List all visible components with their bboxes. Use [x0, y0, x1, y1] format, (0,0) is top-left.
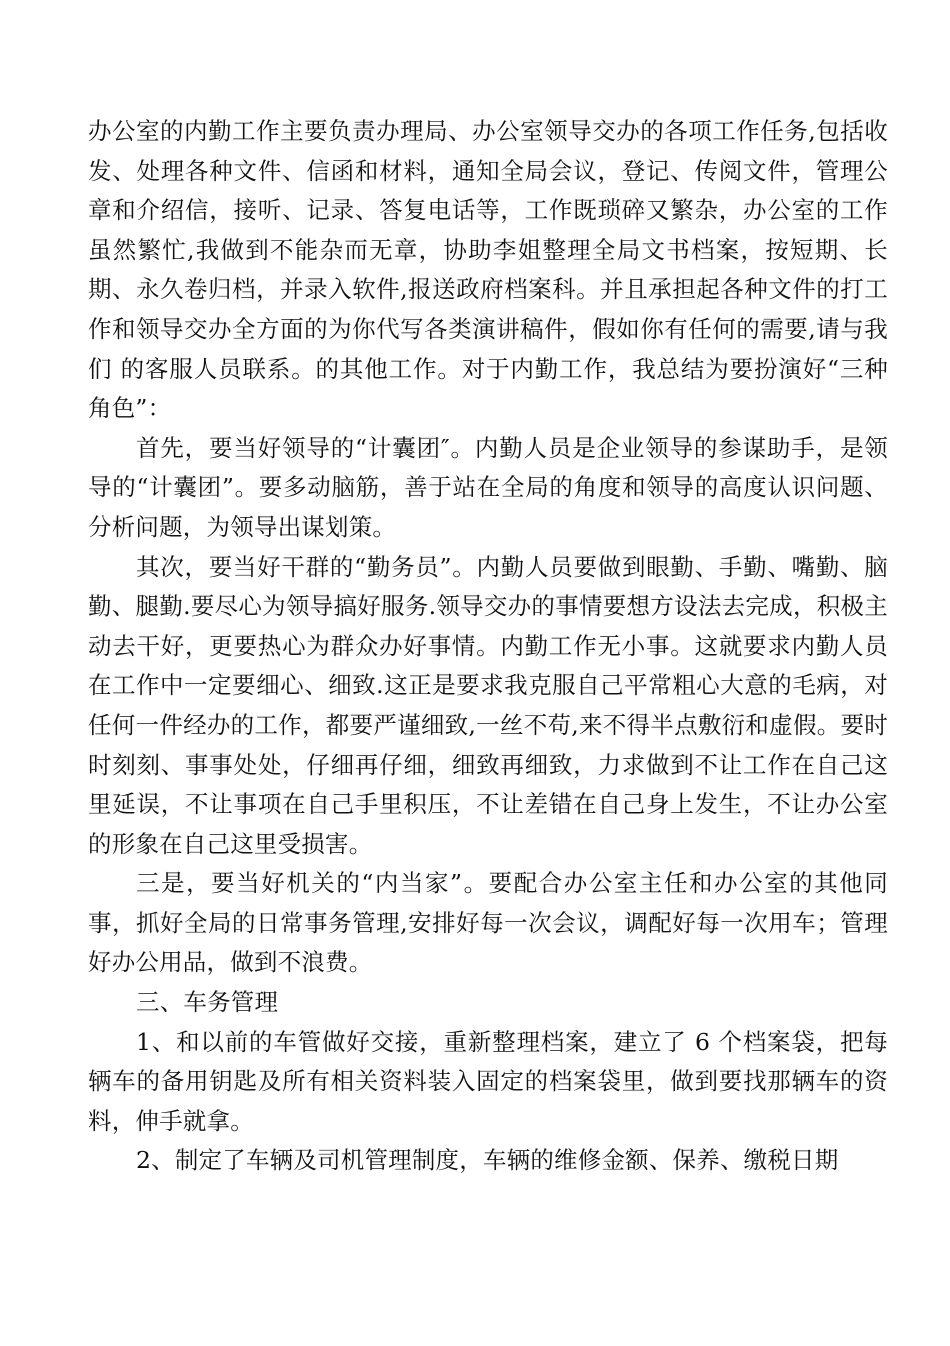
paragraph-first-role: 首先，要当好领导的“计囊团″。内勤人员是企业领导的参谋助手，是领导的“计囊团”。要多动脑筋，善于站在全局的角度和领导的高度认识问题、分析问题，为领导出谋划策。: [88, 433, 888, 541]
paragraph-third-role: 三是，要当好机关的“内当家”。要配合办公室主任和办公室的其他同事，抓好全局的日常事务管理,安排好每一次会议，调配好每一次用车；管理好办公用品，做到不浪费。: [88, 869, 888, 977]
document-body: [88, 112, 888, 1181]
section-heading-vehicle-management: 三、车务管理: [136, 988, 279, 1017]
paragraph-vehicle-item-2: 2、制定了车辆及司机管理制度，车辆的维修金额、保养、缴税日期: [136, 1146, 839, 1175]
paragraph-office-duties: 办公室的内勤工作主要负责办理局、办公室领导交办的各项工作任务,包括收发、处理各种文件、信函和材料，通知全局会议，登记、传阅文件，管理公章和介绍信，接听、记录、答复电话等，工作既琐碎又繁杂，办公室的工作虽然繁忙,我做到不能杂而无章，协助李姐整理全局文书档案，按短期、长期、永久卷归档，并录入软件,报送政府档案科。并且承担起各种文件的打工作和领导交办全方面的为你代写各类演讲稿件，假如你有任何的需要,请与我们 的客服人员联系。的其他工作。对于内勤工作，我总结为要扮演好“三种角色”：: [88, 117, 888, 423]
paragraph-second-role: 其次，要当好干群的“勤务员”。内勤人员要做到眼勤、手勤、嘴勤、脑勤、腿勤.要尽心为领导搞好服务.领导交办的事情要想方设法去完成，积极主动去干好，更要热心为群众办好事情。内勤工作无小事。这就要求内勤人员在工作中一定要细心、细致.这正是要求我克服自己平常粗心大意的毛病，对任何一件经办的工作，都要严谨细致,一丝不苟,来不得半点敷衍和虚假。要时时刻刻、事事处处，仔细再仔细，细致再细致，力求做到不让工作在自己这里延误，不让事项在自己手里积压，不让差错在自己身上发生，不让办公室的形象在自己这里受损害。: [88, 552, 888, 858]
paragraph-vehicle-item-1: 1、和以前的车管做好交接，重新整理档案，建立了 6 个档案袋，把每辆车的备用钥匙及所有相关资料装入固定的档案袋里，做到要找那辆车的资料，伸手就拿。: [88, 1027, 888, 1135]
